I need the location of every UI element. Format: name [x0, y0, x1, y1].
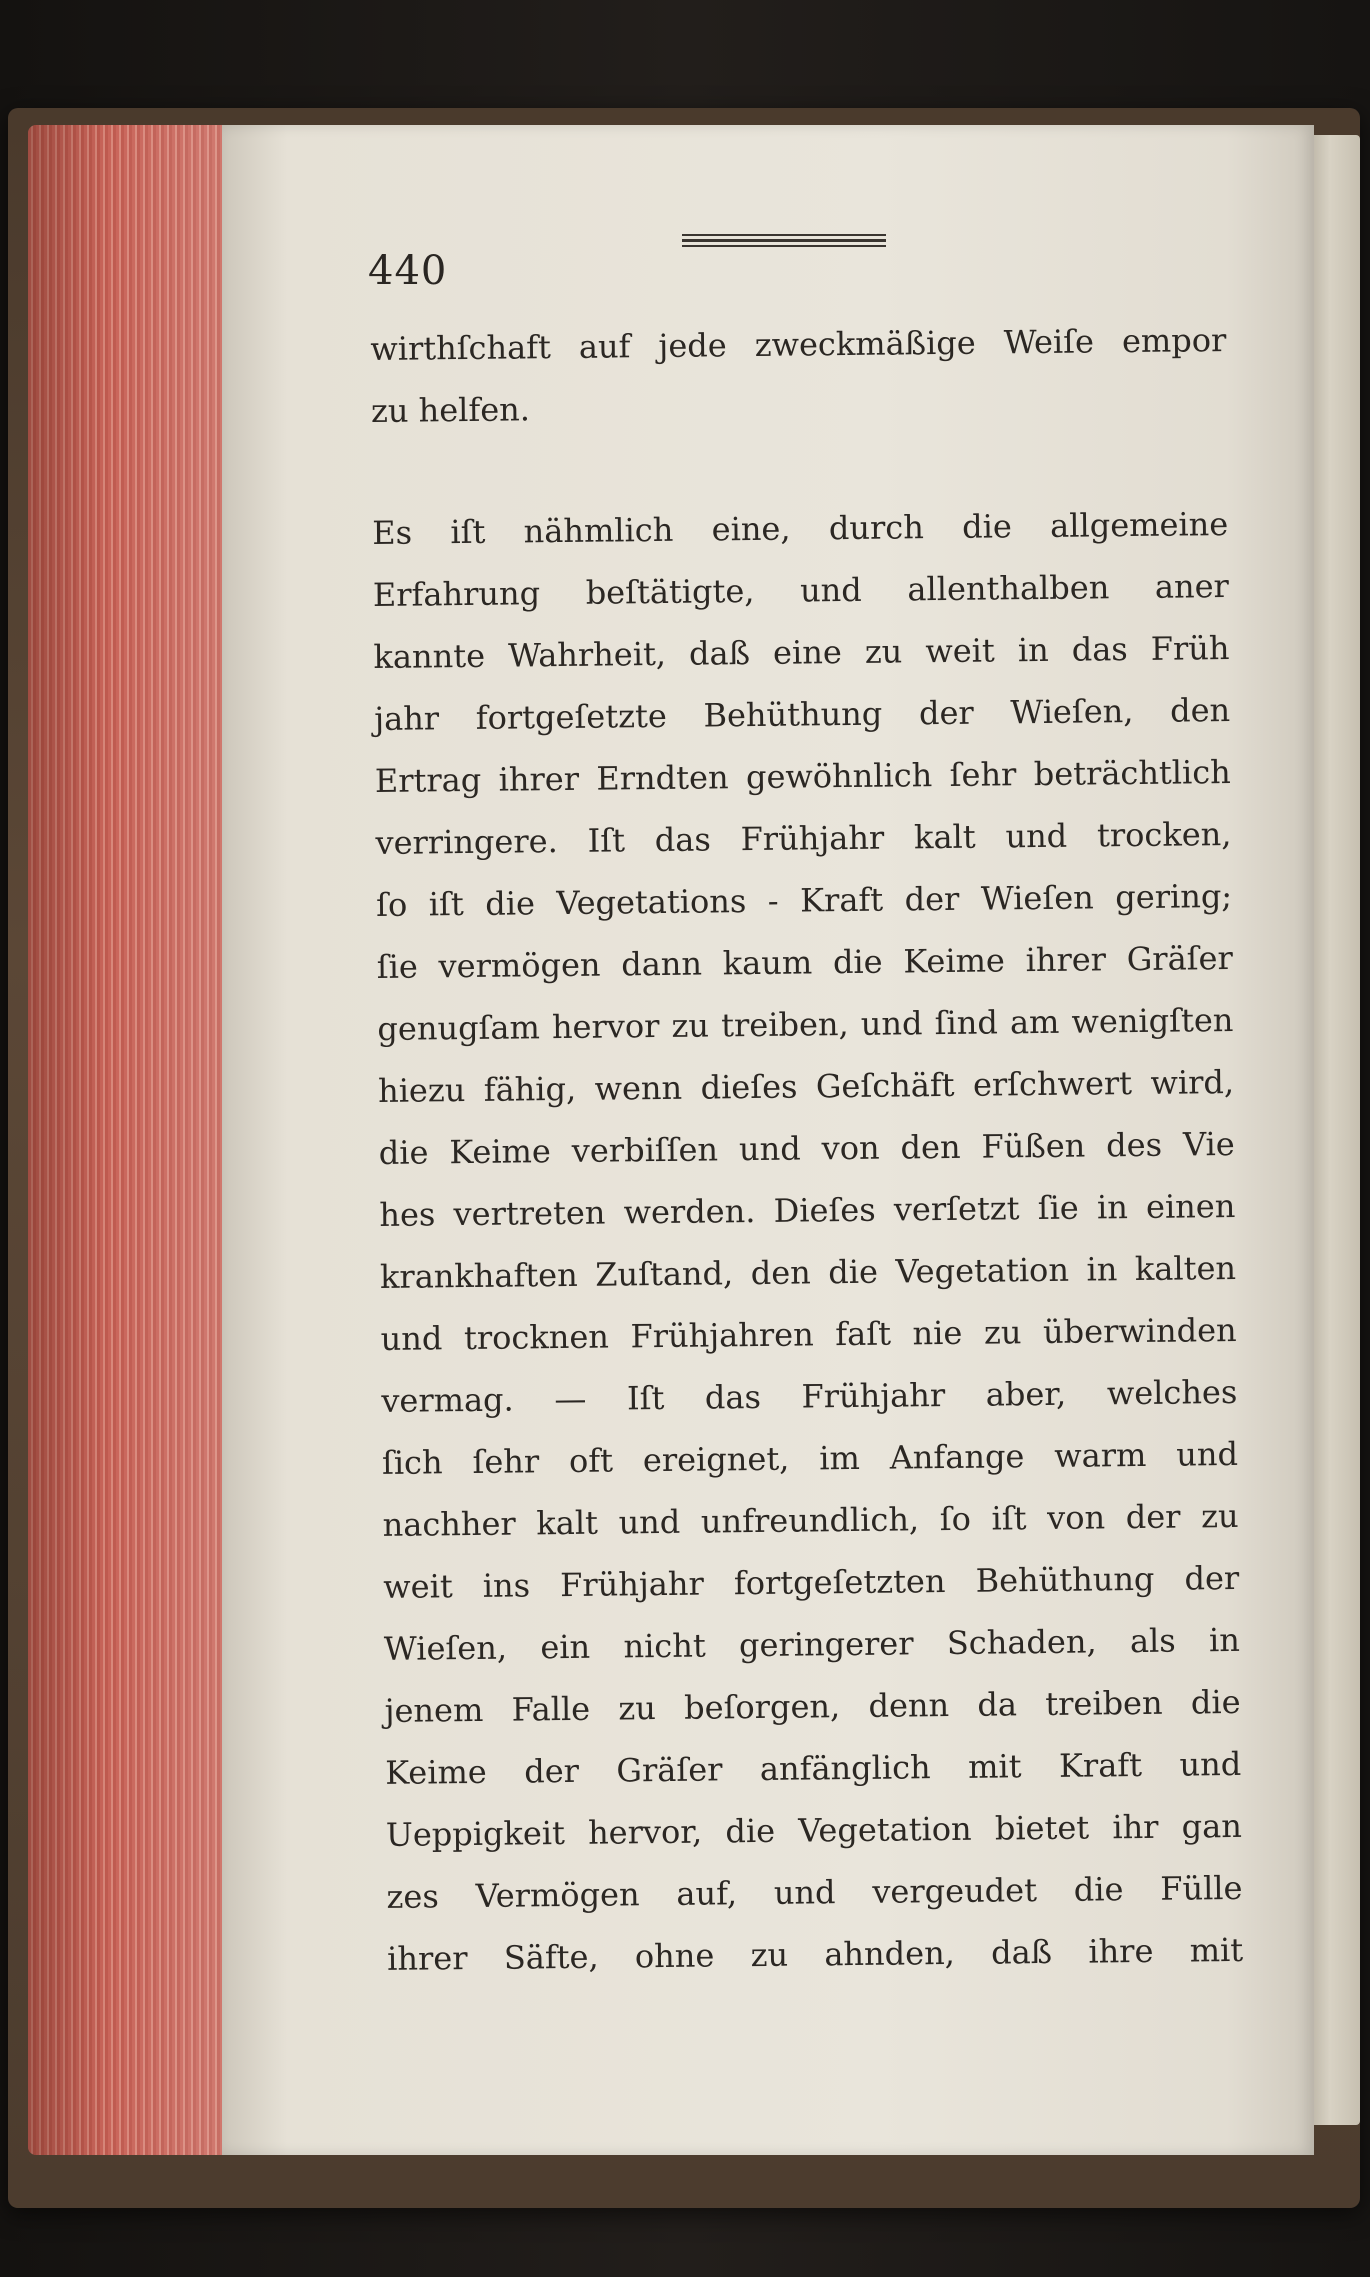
- text-line: die Keime verbiſſen und von den Füßen des Vie: [378, 1124, 1235, 1172]
- text-line: nachher kalt und unfreundlich, ſo iſt von der zu: [382, 1496, 1239, 1544]
- text-line: Ueppigkeit hervor, die Vegetation bietet ihr gan: [385, 1806, 1243, 1854]
- text-line: Ertrag ihrer Erndten gewöhnlich ſehr beträchtlich: [374, 753, 1232, 800]
- text-line: Keime der Gräſer anfänglich mit Kraft und: [385, 1744, 1242, 1792]
- text-line: zes Vermögen auf, und vergeudet die Fülle: [386, 1868, 1243, 1916]
- text-line: vermag. — Iſt das Frühjahr aber, welches: [381, 1372, 1238, 1420]
- text-line: jenem Falle zu beſorgen, denn da treiben die: [384, 1682, 1241, 1730]
- text-line: jahr fortgeſetzte Behüthung der Wieſen, den: [374, 691, 1231, 738]
- text-line: und trocknen Frühjahren faſt nie zu überwinden: [380, 1310, 1237, 1358]
- body-text: [370, 309, 1243, 1990]
- text-line: hes vertreten werden. Dieſes verſetzt ſie in einen: [379, 1186, 1236, 1234]
- paragraph: [372, 493, 1244, 1990]
- text-line: Es iſt nähmlich eine, durch die allgemeine: [372, 505, 1229, 552]
- text-line: genugſam hervor zu treiben, und ſind am wenigſten: [377, 1000, 1234, 1048]
- text-line: ſie vermögen dann kaum die Keime ihrer Gräſer: [376, 939, 1233, 986]
- text-line: verringere. Iſt das Frühjahr kalt und trocken,: [375, 815, 1232, 862]
- text-line: Wieſen, ein nicht geringerer Schaden, als in: [383, 1620, 1241, 1668]
- header-rule-ornament: [682, 232, 886, 252]
- text-line: Erfahrung beſtätigte, und allenthalben aner: [372, 567, 1230, 614]
- text-line: kannte Wahrheit, daß eine zu weit in das Früh: [373, 629, 1230, 676]
- text-line: weit ins Frühjahr fortgeſetzten Behüthung der: [383, 1558, 1240, 1606]
- text-line: ſich ſehr oft ereignet, im Anfange warm und: [381, 1434, 1239, 1482]
- paragraph-continuation: [370, 309, 1227, 442]
- facing-page-edge: [1310, 135, 1360, 2125]
- text-line: ihrer Säfte, ohne zu ahnden, daß ihre mit: [386, 1930, 1244, 1978]
- text-line: wirthſchaft auf jede zweckmäßige Weiſe empor: [370, 321, 1227, 368]
- page-number: 440: [368, 248, 448, 294]
- page-edges-shade: [28, 125, 228, 2155]
- paragraph-gap: [371, 433, 1228, 502]
- text-line: hiezu fähig, wenn dieſes Geſchäft erſchwert wird,: [377, 1062, 1235, 1110]
- text-line: zu helfen.: [370, 390, 531, 430]
- text-line: ſo iſt die Vegetations - Kraft der Wieſen gering;: [375, 877, 1233, 924]
- text-line: krankhaften Zuſtand, den die Vegetation in kalten: [379, 1248, 1237, 1296]
